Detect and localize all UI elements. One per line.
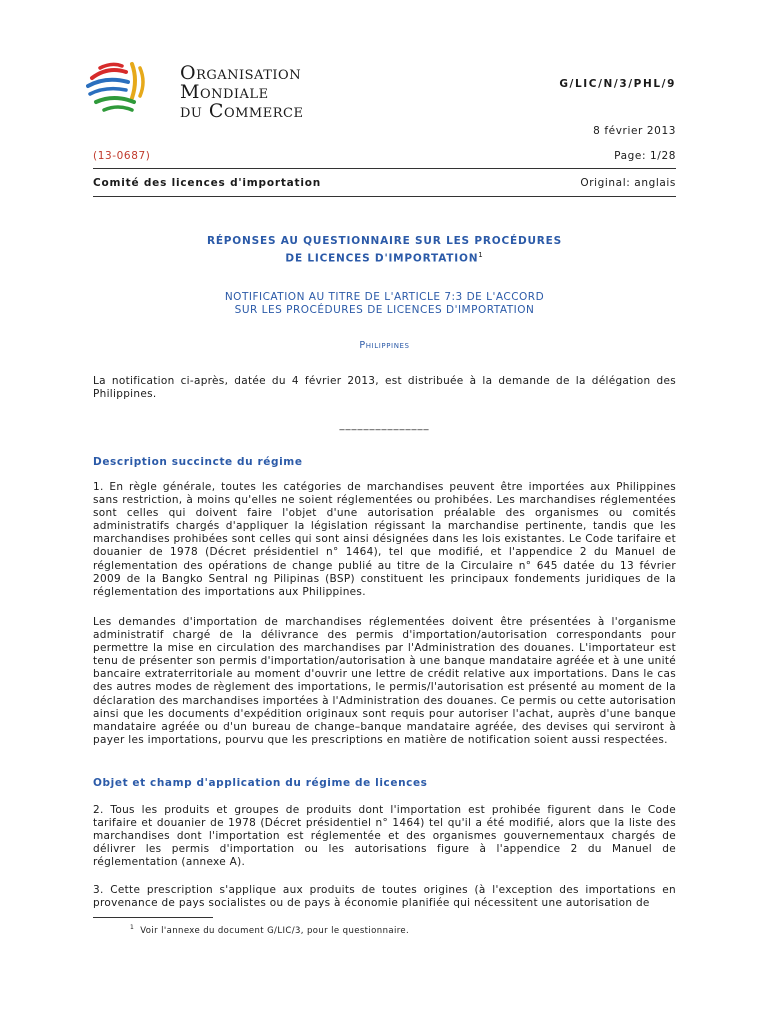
subtitle-line-1: NOTIFICATION AU TITRE DE L'ARTICLE 7:3 DE L'ACCORD bbox=[224, 291, 545, 303]
footnote-text: Voir l'annexe du document G/LIC/3, pour le questionnaire. bbox=[140, 925, 410, 936]
header-divider-top bbox=[93, 168, 676, 169]
paragraph-2: 2. Tous les produits et groupes de produits dont l'importation est prohibée figurent dans le Code tarifaire et douanier de 1978 (Décret présidentiel n° 1464) tel qu'il a été modifié, alors que la liste des marchandises dont l'importation est réglementée et des organismes gouvernementaux chargés de délivrer les permis d'importation ou les autorisations figure à l'appendice 2 du Manuel de réglementation (annexe A). bbox=[93, 804, 676, 869]
footnote-mark: 1 bbox=[130, 924, 135, 931]
document-date: 8 février 2013 bbox=[593, 125, 676, 137]
document-title bbox=[93, 234, 676, 266]
document-subtitle bbox=[93, 291, 676, 317]
subtitle-line-2: SUR LES PROCÉDURES DE LICENCES D'IMPORTATION bbox=[234, 304, 535, 316]
intro-paragraph: La notification ci-après, datée du 4 février 2013, est distribuée à la demande de la délégation des Philippines. bbox=[93, 375, 676, 401]
footnote-divider bbox=[93, 917, 213, 918]
title-line-1: RÉPONSES AU QUESTIONNAIRE SUR LES PROCÉDURES bbox=[206, 235, 563, 247]
document-reference: (13-0687) bbox=[93, 150, 151, 162]
wto-logo-icon bbox=[86, 60, 158, 112]
document-symbol: G/LIC/N/3/PHL/9 bbox=[559, 78, 676, 90]
organisation-name bbox=[180, 64, 303, 121]
header-divider-bottom bbox=[93, 196, 676, 197]
org-line-1: Organisation bbox=[180, 62, 302, 84]
section-heading-objet: Objet et champ d'application du régime de licences bbox=[93, 777, 428, 789]
paragraph-1-continued: Les demandes d'importation de marchandises réglementées doivent être présentées à l'organisme administratif chargé de la délivrance des permis d'importation/autorisation correspondants pour permettre la mise en circulation des marchandises par l'Administration des douanes. L'importateur est tenu de présenter son permis d'importation/autorisation à une banque mandataire agréée et à une unité bancaire extraterritoriale au moment d'ouvrir une lettre de crédit relative aux importations. Dans le cas des autres modes de règlement des importations, le permis/l'autorisation est présenté au moment de la déclaration des marchandises importées à l'Administration des douanes. Ce permis ou cette autorisation ainsi que les documents d'expédition originaux sont requis pour autoriser l'achat, auprès d'une banque mandataire agréée ou d'un bureau de change–banque mandataire agréée, des devises qui serviront à payer les importations, pourvu que les prescriptions en matière de notification soient aussi respectées. bbox=[93, 616, 676, 746]
paragraph-3: 3. Cette prescription s'applique aux produits de toutes origines (à l'exception des importations en provenance de pays socialistes ou de pays à économie planifiée qui nécessitent une autorisation de bbox=[93, 884, 676, 910]
title-line-2: DE LICENCES D'IMPORTATION bbox=[285, 252, 479, 265]
original-language: Original: anglais bbox=[580, 177, 676, 189]
section-heading-description: Description succincte du régime bbox=[93, 456, 303, 468]
org-line-2: Mondiale bbox=[180, 81, 269, 103]
paragraph-1: 1. En règle générale, toutes les catégories de marchandises peuvent être importées aux Philippines sans restriction, à moins qu'elles ne soient réglementées ou prohibées. Les marchandises réglementées sont celles qui doivent faire l'objet d'une autorisation préalable des organismes ou comités administratifs chargés d'appliquer la législation régissant la marchandise pertinente, tandis que les marchandises prohibées sont celles qui sont ainsi désignées dans les lois existantes. Le Code tarifaire et douanier de 1978 (Décret présidentiel n° 1464), tel que modifié, et l'appendice 2 du Manuel de réglementation des opérations de change publié au titre de la Circulaire n° 645 datée du 13 février 2009 de la Bangko Sentral ng Pilipinas (BSP) constituent les principaux fondements juridiques de la réglementation des importations aux Philippines. bbox=[93, 481, 676, 598]
country-name: Philippines bbox=[359, 340, 410, 351]
footnote bbox=[130, 924, 409, 936]
separator-line: _______________ bbox=[339, 420, 430, 431]
committee-name: Comité des licences d'importation bbox=[93, 177, 322, 189]
page-number: Page: 1/28 bbox=[614, 150, 676, 162]
org-line-3: du Commerce bbox=[180, 100, 304, 122]
title-footnote-mark: 1 bbox=[478, 251, 484, 259]
